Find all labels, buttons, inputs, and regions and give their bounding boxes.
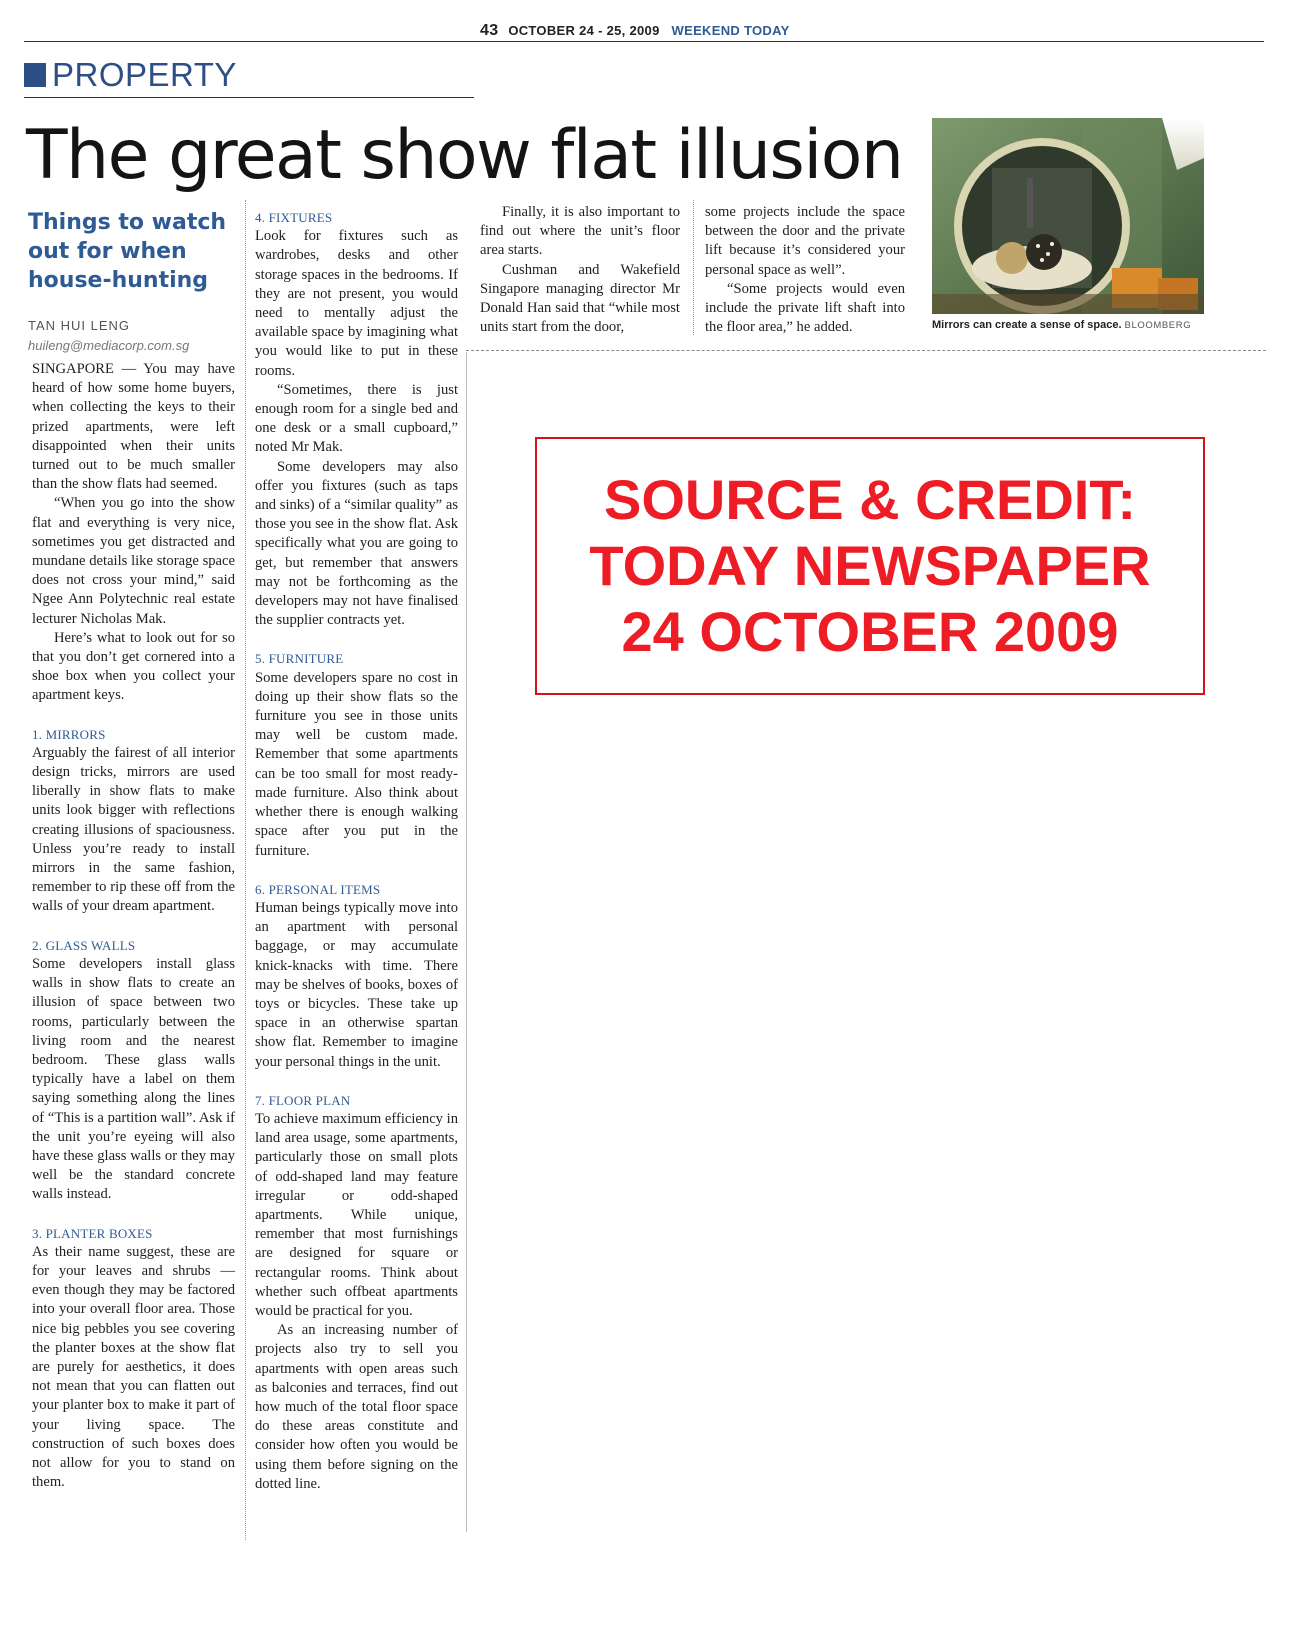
section-header: [24, 56, 237, 94]
issue-date: OCTOBER 24 - 25, 2009: [508, 23, 660, 38]
column-divider: [693, 200, 694, 335]
section-square-icon: [24, 63, 46, 87]
column-1: [32, 360, 235, 1492]
paragraph: Human beings typically move into an apartment with personal baggage, or may accumulate knick-knacks with time. There may be shelves of books, boxes of toys or bicycles. These take up space in an otherwise spartan show flat. Remember to imagine your personal things in the unit.: [255, 899, 458, 1070]
dateline: SINGAPORE: [32, 361, 114, 377]
subhead-planter-boxes: 3. PLANTER BOXES: [32, 1225, 153, 1241]
credit-line-2: TODAY NEWSPAPER: [589, 534, 1151, 597]
paragraph: Finally, it is also important to find out where the unit’s floor area starts.: [480, 204, 680, 259]
column-3: [480, 203, 680, 337]
section-rule: [24, 97, 474, 98]
paragraph: “Some projects would even include the private lift shaft into the floor area,” he added.: [705, 280, 905, 336]
paragraph: To achieve maximum efficiency in land area usage, some apartments, particularly those on small plots of odd-shaped land may feature irregular or odd-shaped apartments. While unique, remember that most furnishings are designed for square or rectangular rooms. Think about whether such offbeat apartments would be practical for you.: [255, 1110, 458, 1319]
paragraph: “Sometimes, there is just enough room for a single bed and one desk or a small cupboard,” noted Mr Mak.: [255, 381, 458, 456]
headline: The great show flat illusion: [26, 116, 903, 195]
column-2: [255, 208, 458, 1494]
credit-line-1: SOURCE & CREDIT:: [603, 468, 1137, 531]
top-rule: [24, 41, 1264, 42]
paragraph: As an increasing number of projects also try to sell you apartments with open areas such as balconies and terraces, find out how much of the total floor space do these areas constitute and consider how often you would be using them before signing on the dotted line.: [255, 1322, 458, 1492]
paragraph: Some developers spare no cost in doing up their show flats so the furniture you see in those units may well be custom made. Remember that some apartments can be too small for most ready-made furniture. Also think about whether there is enough walking space after you put in the furniture.: [255, 669, 458, 859]
subhead-mirrors: 1. MIRRORS: [32, 726, 106, 742]
subhead-personal-items: 6. PERSONAL ITEMS: [255, 881, 381, 897]
column-divider: [245, 200, 246, 1540]
paragraph: Some developers may also offer you fixtures (such as taps and sinks) of a “similar quality” as those you see in the show flat. Ask specifically what you are going to get, but remember that answers may not be forthcoming as the developers may not have finalised the supplier contracts yet.: [255, 458, 458, 629]
paragraph: Look for fixtures such as wardrobes, desks and other storage spaces in the bedrooms. If they are not present, you would need to mentally adjust the available space by imagining what you would like to put in these rooms.: [255, 228, 458, 379]
column-divider: [466, 352, 467, 1532]
mirror-photo: [932, 118, 1204, 314]
paragraph: As their name suggest, these are for your leaves and shrubs — even though they may be factored into your overall floor area. Those nice big pebbles you see covering the planter boxes at the show flat are purely for aesthetics, it does not mean that you can flatten out your planter box to make it part of your living space. The construction of such boxes does not allow for you to stand on them.: [32, 1243, 235, 1491]
paragraph: — You may have heard of how some home buyers, when collecting the keys to their prized apartments, were left disappointed when their units turned out to be much smaller than the show flats had seemed.: [32, 361, 235, 493]
folio: [480, 22, 790, 40]
subhead-furniture: 5. FURNITURE: [255, 651, 344, 667]
byline-email: huileng@mediacorp.com.sg: [28, 338, 190, 353]
subhead-floor-plan: 7. FLOOR PLAN: [255, 1092, 351, 1108]
story-separator: [466, 350, 1266, 351]
mirror-illustration: [932, 118, 1204, 314]
byline-author: TAN HUI LENG: [28, 318, 131, 333]
column-4: [705, 203, 905, 337]
paragraph: Here’s what to look out for so that you don’t get cornered into a shoe box when you collect your apartment keys.: [32, 629, 235, 704]
subhead-glass-walls: 2. GLASS WALLS: [32, 937, 136, 953]
paragraph: Arguably the fairest of all interior design tricks, mirrors are used liberally in show flats to make units look bigger with reflections creating illusions of spaciousness. Unless you’re ready to install mirrors in the same fashion, remember to rip these off from the walls of your dream apartment.: [32, 744, 235, 915]
paragraph: “When you go into the show flat and everything is very nice, sometimes you get distracted and mundane details like storage space does not cross your mind,” said Ngee Ann Polytechnic real estate lecturer Nicholas Mak.: [32, 495, 235, 627]
publication-name: WEEKEND TODAY: [671, 23, 790, 38]
paragraph: Cushman and Wakefield Singapore managing director Mr Donald Han said that “while most units start from the door,: [480, 261, 680, 336]
photo-credit: BLOOMBERG: [1124, 320, 1192, 331]
deck: Things to watch out for when house-hunting: [28, 210, 227, 293]
credit-line-3: 24 OCTOBER 2009: [621, 600, 1119, 663]
caption-text: Mirrors can create a sense of space.: [932, 319, 1122, 331]
section-label: PROPERTY: [52, 56, 237, 93]
paragraph: Some developers install glass walls in show flats to create an illusion of space between two rooms, particularly between the living room and the nearest bedroom. These glass walls typically have a label on them saying something along the lines of “This is a partition wall”. Ask if the unit you’re eyeing will also have these glass walls or they may well be the standard concrete walls instead.: [32, 955, 235, 1203]
photo-caption: [932, 319, 1191, 331]
subhead-fixtures: 4. FIXTURES: [255, 210, 333, 225]
page-number: 43: [480, 22, 499, 39]
source-credit-box: [535, 437, 1205, 695]
paragraph: some projects include the space between the door and the private lift because it’s considered your personal space as well”.: [705, 204, 905, 278]
